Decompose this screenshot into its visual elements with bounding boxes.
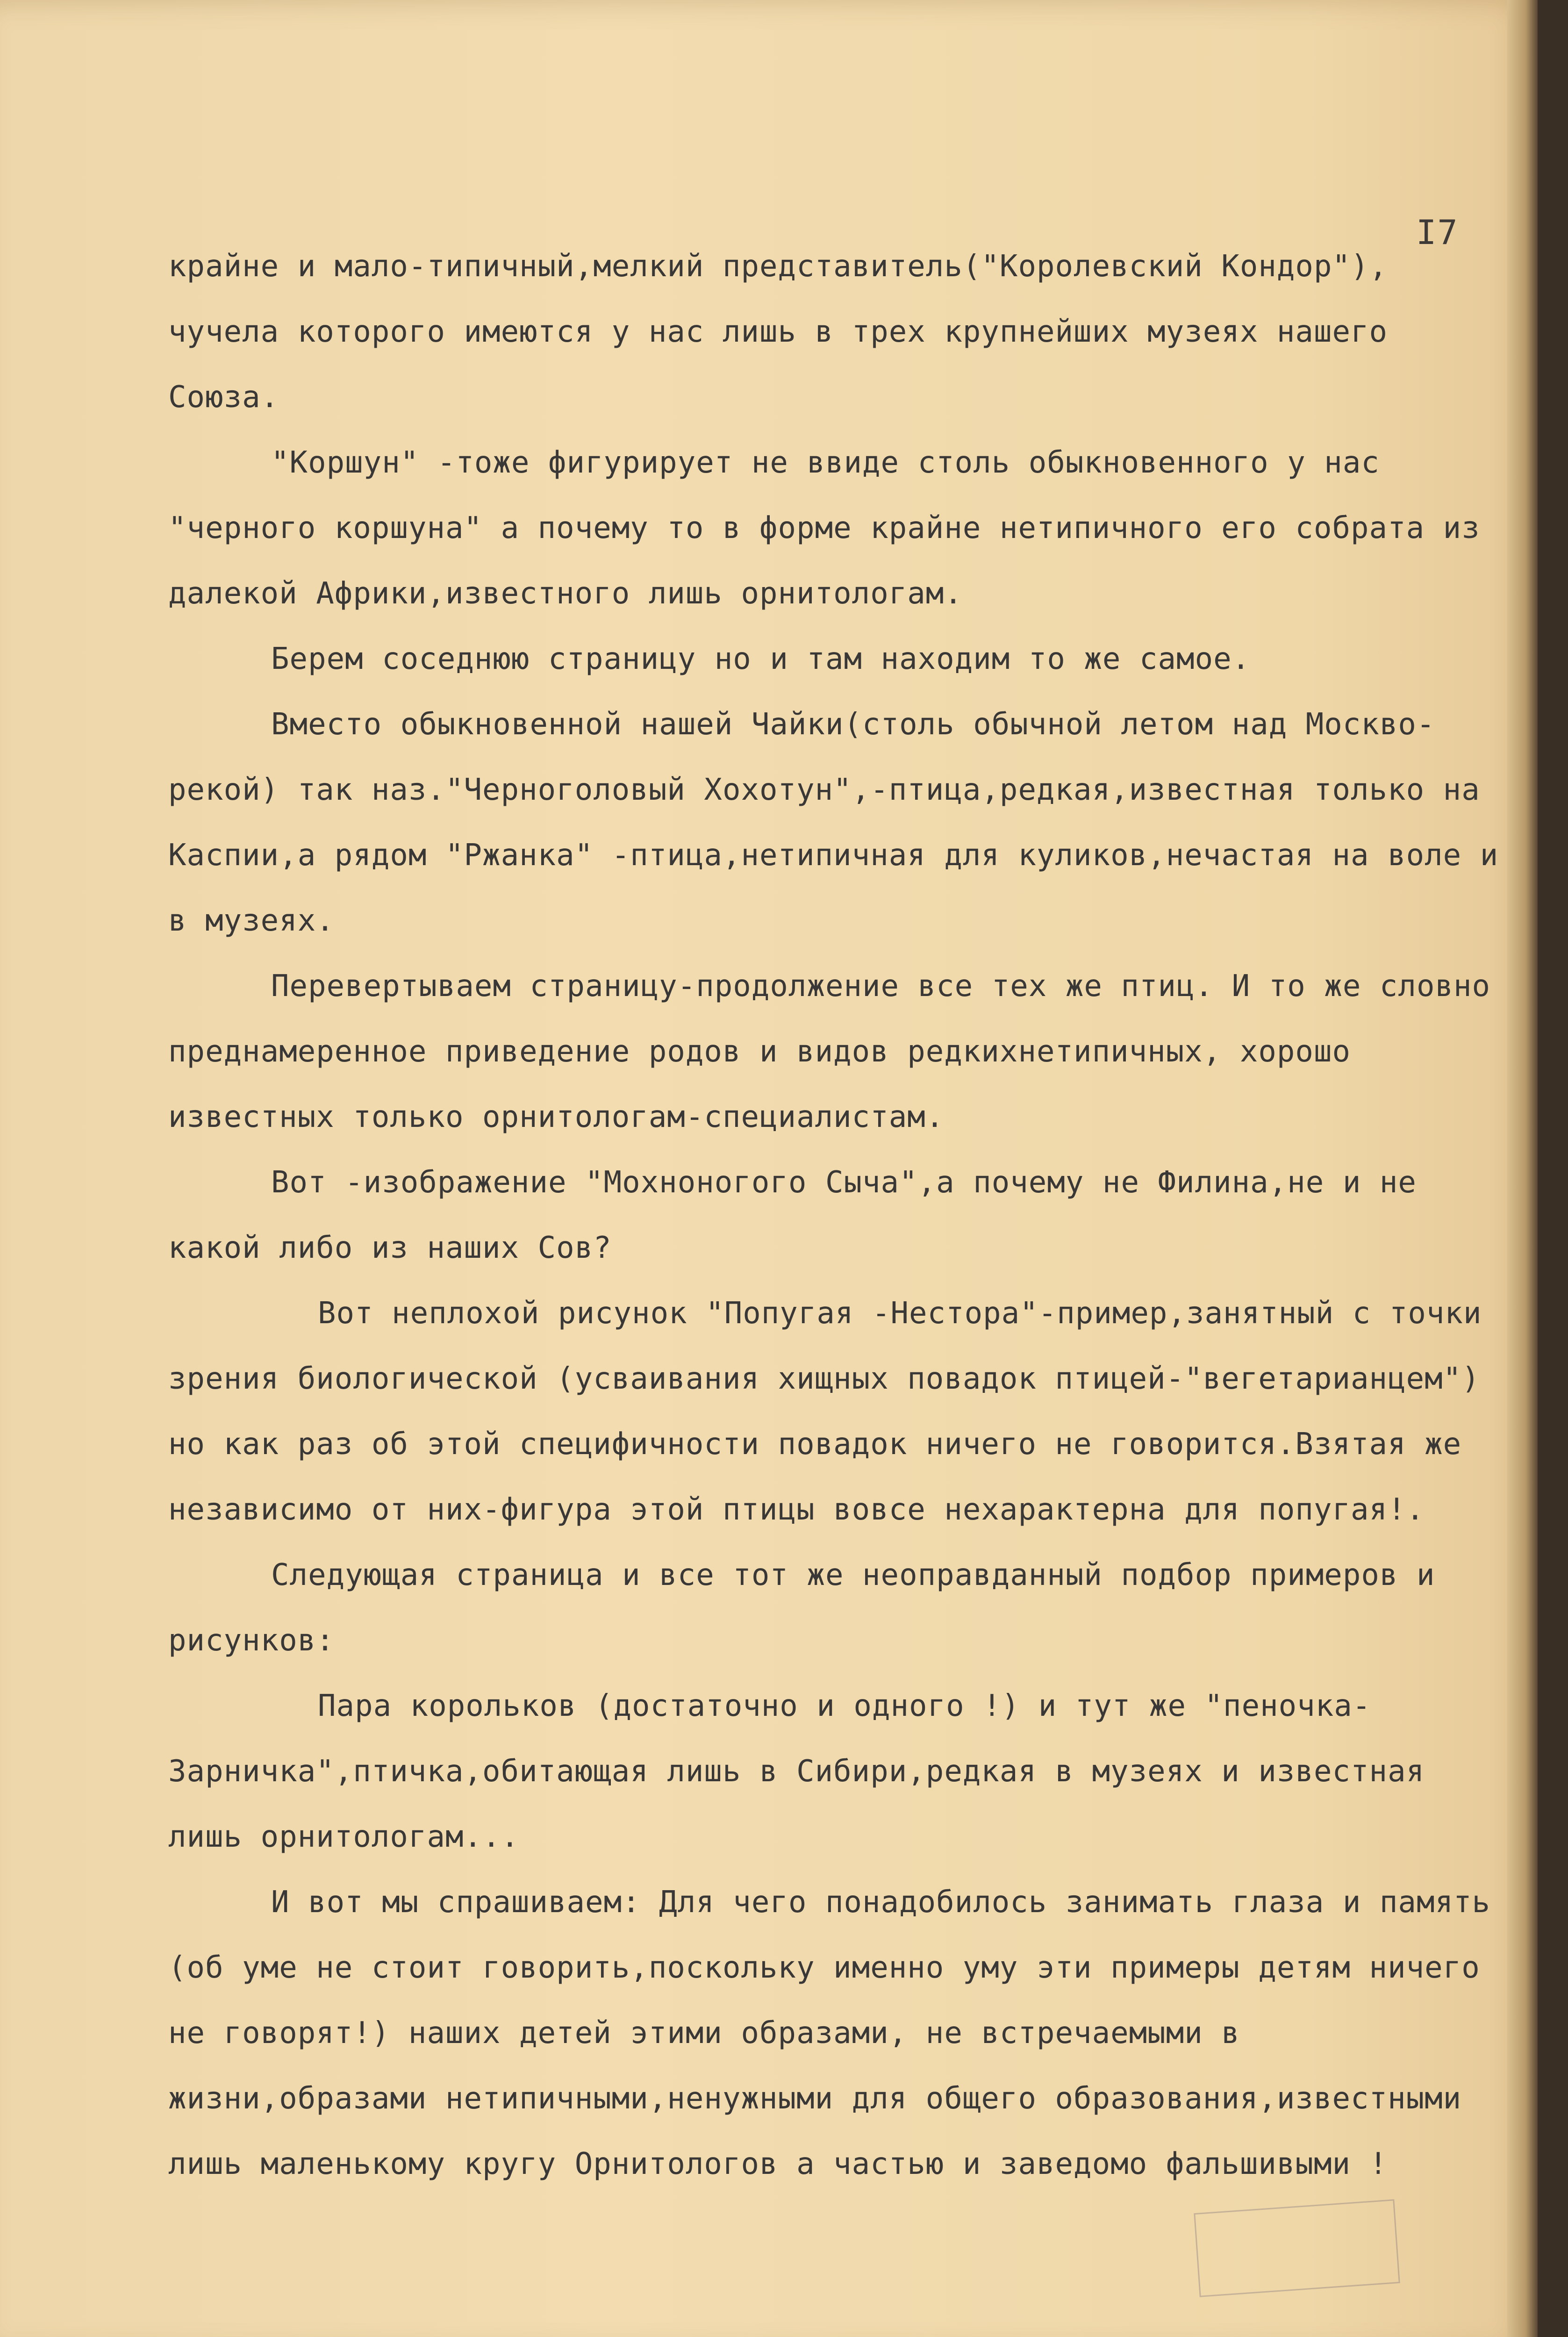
paragraph-6: Вот -изображение "Мохноногого Сыча",а почему не Филина,не и не какой либо из наших Сов? — [168, 1165, 1417, 1265]
paragraph-1: крайне и мало-типичный,мелкий представитель("Королевский Кондор"), чучела которого имеются у нас лишь в трех крупнейших музеях нашего Союза. — [168, 249, 1388, 415]
page-edge — [1507, 0, 1538, 2337]
body-text — [168, 234, 1510, 2197]
paragraph-7: Вот неплохой рисунок "Попугая -Нестора"-пример,занятный с точки зрения биологической (усваивания хищных повадок птицей-"вегетарианцем") но как раз об этой специфичности повадок ничего не говорится.Взятая же независимо от них-фигура этой птицы вовсе нехарактерна для попугая!. — [168, 1296, 1482, 1527]
paragraph-5: Перевертываем страницу-продолжение все тех же птиц. И то же словно преднамеренное приведение родов и видов редкихнетипичных, хорошо известных только орнитологам-специалистам. — [168, 969, 1491, 1134]
paragraph-3: Берем соседнюю страницу но и там находим то же самое. — [271, 642, 1251, 676]
paragraph-8: Следующая страница и все тот же неоправданный подбор примеров и рисунков: — [168, 1558, 1435, 1658]
page-number: I7 — [1416, 213, 1459, 252]
paragraph-4: Вместо обыкновенной нашей Чайки(столь обычной летом над Москво-рекой) так наз."Черноголовый Хохотун",-птица,редкая,известная только на Каспии,а рядом "Ржанка" -птица,нетипичная для куликов,нечастая на воле и в музеях. — [168, 707, 1499, 938]
paragraph-10: И вот мы спрашиваем: Для чего понадобилось занимать глаза и память (об уме не стоит говорить,поскольку именно уму эти примеры детям ничего не говорят!) наших детей этими образами, не встречаемыми в жизни,образами нетипичными,ненужными для общего образования,известными лишь маленькому кругу Орнитологов а частью и заведомо фальшивыми ! — [168, 1885, 1491, 2181]
paragraph-2: "Коршун" -тоже фигурирует не ввиде столь обыкновенного у нас "черного коршуна" а почему то в форме крайне нетипичного его собрата из далекой Африки,известного лишь орнитологам. — [168, 445, 1480, 611]
archive-stamp — [1194, 2199, 1400, 2297]
paragraph-9: Пара корольков (достаточно и одного !) и тут же "пеночка-Зарничка",птичка,обитающая лишь в Сибири,редкая в музеях и известная лишь орнитологам... — [168, 1689, 1425, 1854]
